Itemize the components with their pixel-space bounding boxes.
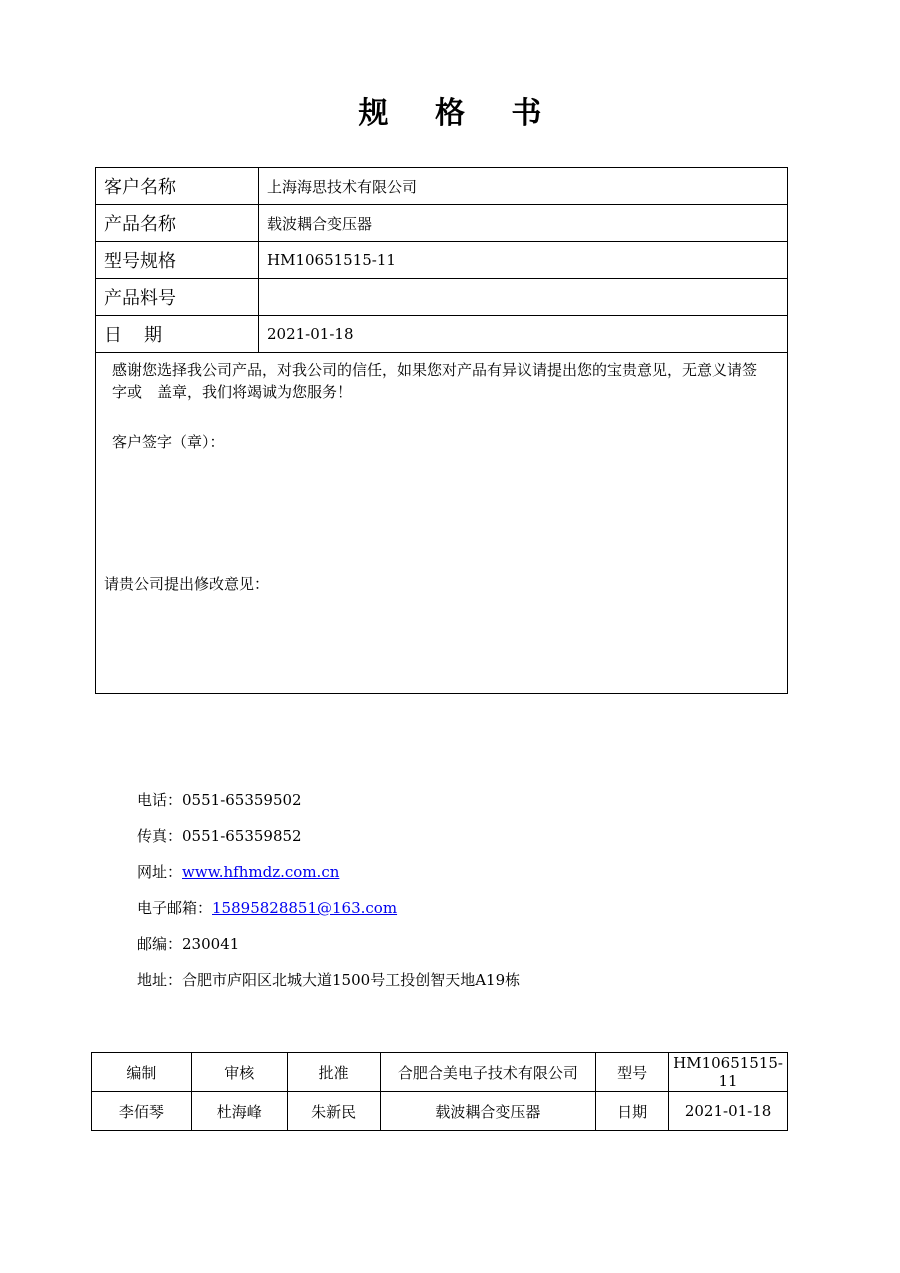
prepared-name: 李佰琴: [92, 1092, 192, 1131]
zip-label: 邮编：: [137, 935, 183, 953]
table-row: [92, 1092, 788, 1131]
model-value: HM10651515-11: [669, 1053, 788, 1092]
table-row: [96, 205, 788, 242]
model-label: 型号规格: [96, 242, 259, 279]
web-link[interactable]: www.hfhmdz.com.cn: [182, 863, 340, 881]
table-row: [96, 353, 788, 694]
address-row: [137, 968, 520, 1004]
date-label: 日期: [96, 316, 259, 353]
approve-name: 朱新民: [287, 1092, 380, 1131]
spec-info-table: [95, 167, 788, 694]
fax-row: [137, 824, 520, 860]
thank-you-text: 感谢您选择我公司产品，对我公司的信任，如果您对产品有异议请提出您的宝贵意见，无意义请签字或 盖章，我们将竭诚为您服务！: [112, 361, 758, 401]
web-row: [137, 860, 520, 896]
message-cell: [96, 353, 788, 694]
address-label: 地址：: [137, 971, 183, 989]
customer-label: 客户名称: [96, 168, 259, 205]
table-row: [96, 316, 788, 353]
table-row: [96, 168, 788, 205]
address-value: 合肥市庐阳区北城大道1500号工投创智天地A19栋: [182, 971, 521, 989]
date-label: 日期: [596, 1092, 669, 1131]
phone-value: 0551-65359502: [182, 791, 302, 809]
table-row: [92, 1053, 788, 1092]
web-label: 网址：: [137, 863, 183, 881]
table-row: [96, 279, 788, 316]
product-name: 载波耦合变压器: [380, 1092, 596, 1131]
prepared-label: 编制: [92, 1053, 192, 1092]
zip-value: 230041: [182, 935, 240, 953]
date-value: 2021-01-18: [259, 316, 788, 353]
product-value: 载波耦合变压器: [259, 205, 788, 242]
document-title: 规 格 书: [358, 96, 560, 131]
fax-value: 0551-65359852: [182, 827, 302, 845]
part-value: [259, 279, 788, 316]
approve-label: 批准: [287, 1053, 380, 1092]
fax-label: 传真：: [137, 827, 183, 845]
model-value: HM10651515-11: [259, 242, 788, 279]
date-value: 2021-01-18: [669, 1092, 788, 1131]
model-label: 型号: [596, 1053, 669, 1092]
table-row: [96, 242, 788, 279]
approval-table: [91, 1052, 788, 1131]
email-link[interactable]: 15895828851@163.com: [212, 899, 398, 917]
email-label: 电子邮箱：: [137, 899, 213, 917]
product-label: 产品名称: [96, 205, 259, 242]
zip-row: [137, 932, 520, 968]
phone-row: [137, 788, 520, 824]
part-label: 产品料号: [96, 279, 259, 316]
company-name: 合肥合美电子技术有限公司: [380, 1053, 596, 1092]
review-name: 杜海峰: [191, 1092, 287, 1131]
suggestion-label: 请贵公司提出修改意见：: [104, 575, 270, 593]
review-label: 审核: [191, 1053, 287, 1092]
contact-info: [137, 788, 520, 1004]
phone-label: 电话：: [137, 791, 183, 809]
email-row: [137, 896, 520, 932]
customer-value: 上海海思技术有限公司: [259, 168, 788, 205]
signature-label: 客户签字（章）：: [112, 433, 225, 451]
